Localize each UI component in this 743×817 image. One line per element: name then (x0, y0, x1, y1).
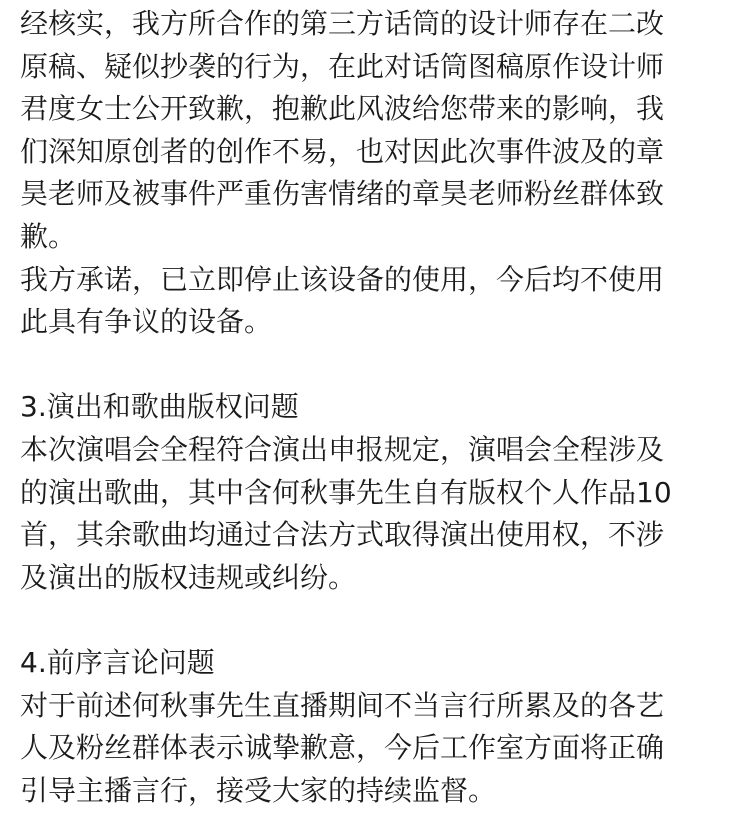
section4-line: 引导主播言行，接受大家的持续监督。 (20, 773, 497, 807)
paragraph-spacer (20, 599, 735, 642)
paragraph1-line: 们深知原创者的创作不易，也对因此次事件波及的章 (20, 134, 665, 168)
paragraph1-line: 原稿、疑似抄袭的行为，在此对话筒图稿原作设计师 (20, 49, 665, 83)
section4-line: 对于前述何秋事先生直播期间不当言行所累及的各艺 (20, 688, 665, 722)
section3-line: 的演出歌曲，其中含何秋事先生自有版权个人作品10 (20, 475, 672, 509)
section3-line: 及演出的版权违规或纠纷。 (20, 560, 357, 594)
paragraph1-line: 经核实，我方所合作的第三方话筒的设计师存在二改 (20, 7, 665, 40)
paragraph1-line: 君度女士公开致歉，抱歉此风波给您带来的影响，我 (20, 92, 665, 126)
section3-line: 首，其余歌曲均通过合法方式取得演出使用权，不涉 (20, 518, 665, 552)
paragraph-spacer (20, 344, 735, 387)
paragraph2-line: 此具有争议的设备。 (20, 305, 273, 339)
section3-line: 本次演唱会全程符合演出申报规定，演唱会全程涉及 (20, 432, 665, 466)
paragraph1-line: 昊老师及被事件严重伤害情绪的章昊老师粉丝群体致 (20, 177, 665, 211)
paragraph1-line: 歉。 (20, 219, 77, 253)
section4-heading: 4.前序言论问题 (20, 645, 215, 679)
statement-document (20, 3, 735, 812)
paragraph2-line: 我方承诺，已立即停止该设备的使用，今后均不使用 (20, 262, 665, 296)
section3-heading: 3.演出和歌曲版权问题 (20, 390, 299, 424)
section4-line: 人及粉丝群体表示诚挚歉意，今后工作室方面将正确 (20, 731, 665, 765)
